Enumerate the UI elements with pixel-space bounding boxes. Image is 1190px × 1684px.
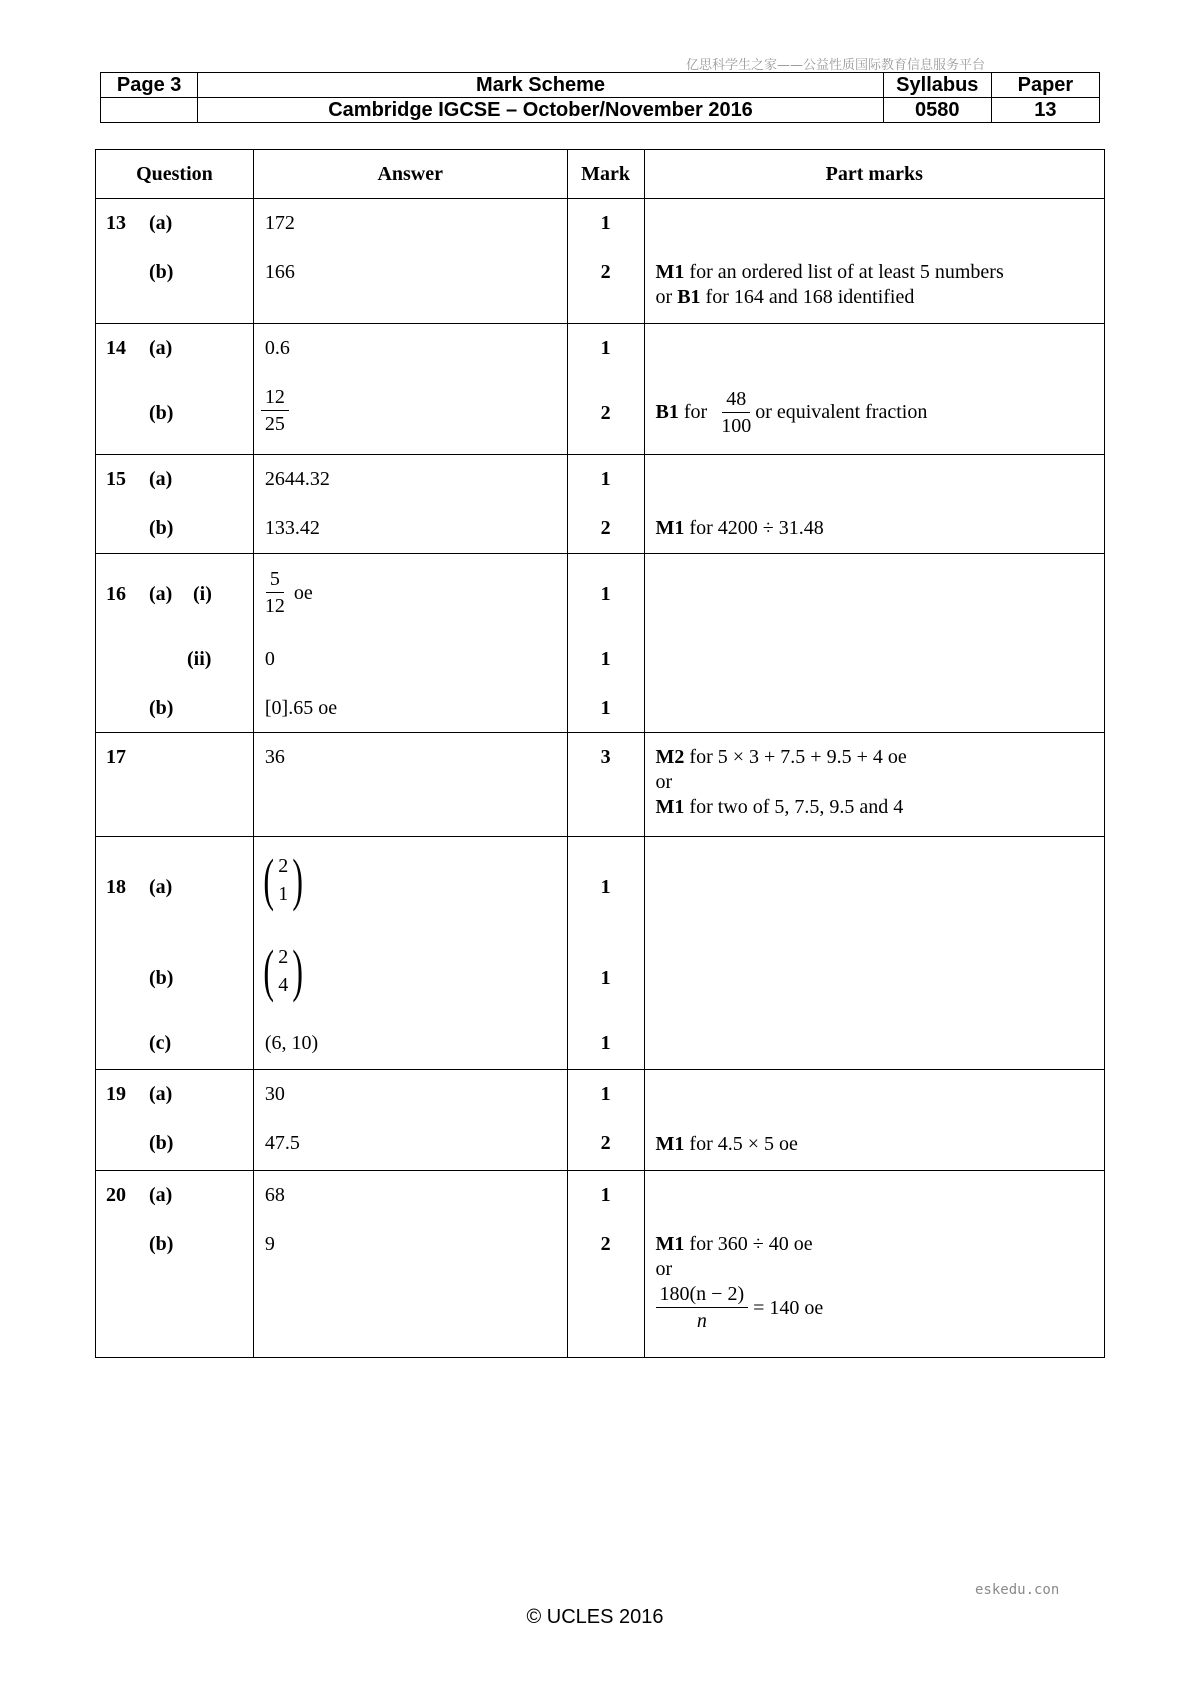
- q13-part-a: (a): [149, 212, 173, 234]
- q18-part-c: (c): [149, 1032, 172, 1054]
- q13a-answer: 172: [264, 212, 295, 234]
- q20-part-a: (a): [149, 1184, 173, 1206]
- q15b-answer: 133.42: [264, 517, 320, 539]
- q15a-mark: 1: [600, 468, 611, 490]
- q17-part-marks-or: or: [655, 771, 673, 793]
- q18c-answer: (6, 10): [264, 1032, 319, 1054]
- q18b-mark: 1: [600, 967, 611, 989]
- q20b-part-marks-or: or: [655, 1258, 673, 1280]
- q16-part-a: (a): [149, 583, 173, 605]
- column-answer: Answer: [253, 150, 567, 199]
- q20a-mark: 1: [600, 1184, 611, 1206]
- watermark-top: 亿思科学生之家——公益性质国际教育信息服务平台: [686, 58, 986, 73]
- q19a-answer: 30: [264, 1083, 285, 1105]
- q20-number: 20: [106, 1184, 126, 1206]
- q13-number: 13: [106, 212, 126, 234]
- header-subtitle: Cambridge IGCSE – October/November 2016: [198, 98, 883, 123]
- q16-part-b: (b): [149, 697, 174, 719]
- paper-label: Paper: [991, 73, 1099, 98]
- q19a-mark: 1: [600, 1083, 611, 1105]
- page-number: Page 3: [101, 73, 198, 98]
- q16aii-mark: 1: [600, 648, 611, 670]
- column-mark: Mark: [567, 150, 644, 199]
- q20b-mark: 2: [600, 1233, 611, 1255]
- question-row-19: [96, 1070, 1105, 1171]
- q16ai-answer: $\frac{5}{12}$ oe: [264, 568, 313, 617]
- q18a-mark: 1: [600, 876, 611, 898]
- question-row-20: [96, 1171, 1105, 1358]
- column-headers: [96, 150, 1105, 199]
- q18-part-a: (a): [149, 876, 173, 898]
- column-part-marks: Part marks: [644, 150, 1104, 199]
- question-row-16: [96, 554, 1105, 733]
- q20b-part-marks-line1: M1 for 360 ÷ 40 oe: [655, 1233, 813, 1255]
- syllabus-code: 0580: [883, 98, 991, 123]
- question-row-13: [96, 199, 1105, 324]
- q16b-mark: 1: [600, 697, 611, 719]
- copyright-footer: © UCLES 2016: [526, 1606, 664, 1628]
- question-row-14: [96, 324, 1105, 455]
- watermark-bottom: eskedu.con: [975, 1582, 1060, 1598]
- q15a-answer: 2644.32: [264, 468, 330, 490]
- q17-number: 17: [106, 746, 126, 768]
- question-row-15: [96, 455, 1105, 554]
- q20b-answer: 9: [264, 1233, 275, 1255]
- q14b-part-marks: B1 for $\frac{48}{100}$ or equivalent fraction: [655, 387, 928, 437]
- q14a-answer: 0.6: [264, 337, 290, 359]
- q17-answer: 36: [264, 746, 285, 768]
- q14b-answer-fraction: $\frac{12}{25}$: [261, 384, 289, 437]
- q18-number: 18: [106, 876, 126, 898]
- q15-part-b: (b): [149, 517, 174, 539]
- q15-part-a: (a): [149, 468, 173, 490]
- q19b-mark: 2: [600, 1132, 611, 1154]
- paper-number: 13: [991, 98, 1099, 123]
- q14-part-b: (b): [149, 402, 174, 424]
- question-row-18: [96, 837, 1105, 1070]
- q20a-answer: 68: [264, 1184, 285, 1206]
- q13a-mark: 1: [600, 212, 611, 234]
- q19b-part-marks: M1 for 4.5 × 5 oe: [655, 1133, 798, 1155]
- q13b-answer: 166: [264, 261, 295, 283]
- q14-number: 14: [106, 337, 126, 359]
- q13-part-b: (b): [149, 261, 174, 283]
- q13b-part-marks-line1: M1 for an ordered list of at least 5 numbers: [655, 261, 1004, 283]
- q19-part-a: (a): [149, 1083, 173, 1105]
- q15b-part-marks: M1 for 4200 ÷ 31.48: [655, 517, 824, 539]
- q14a-mark: 1: [600, 337, 611, 359]
- q16-part-a-ii: (ii): [187, 648, 212, 670]
- q20b-part-marks-formula: $\frac{180(n - 2)}{n}$ = 140 oe: [656, 1281, 824, 1334]
- q18a-answer-vector: ( 2 1 ): [263, 847, 304, 912]
- header-blank: [101, 98, 198, 123]
- q13b-mark: 2: [600, 261, 611, 283]
- mark-scheme-table: [95, 149, 1105, 1358]
- q20-part-b: (b): [149, 1233, 174, 1255]
- header-table: [100, 72, 1100, 123]
- q15b-mark: 2: [600, 517, 611, 539]
- q18-part-b: (b): [149, 967, 174, 989]
- q16b-answer: [0].65 oe: [264, 697, 338, 719]
- header-title: Mark Scheme: [198, 73, 883, 98]
- q19-number: 19: [106, 1083, 126, 1105]
- column-question: Question: [96, 150, 254, 199]
- q17-mark: 3: [600, 746, 611, 768]
- q17-part-marks-line2: M1 for two of 5, 7.5, 9.5 and 4: [655, 796, 904, 818]
- question-row-17: [96, 733, 1105, 837]
- q16-number: 16: [106, 583, 126, 605]
- q19-part-b: (b): [149, 1132, 174, 1154]
- q16aii-answer: 0: [264, 648, 275, 670]
- q15-number: 15: [106, 468, 126, 490]
- syllabus-label: Syllabus: [883, 73, 991, 98]
- q14-part-a: (a): [149, 337, 173, 359]
- q13b-part-marks-line2: or B1 for 164 and 168 identified: [655, 286, 915, 308]
- q18c-mark: 1: [600, 1032, 611, 1054]
- q18b-answer-vector: ( 2 4 ): [263, 938, 304, 1003]
- q14b-mark: 2: [600, 402, 611, 424]
- q17-part-marks-line1: M2 for 5 × 3 + 7.5 + 9.5 + 4 oe: [655, 746, 907, 768]
- q19b-answer: 47.5: [264, 1132, 300, 1154]
- q16-part-a-i: (i): [193, 583, 212, 605]
- q16ai-mark: 1: [600, 583, 611, 605]
